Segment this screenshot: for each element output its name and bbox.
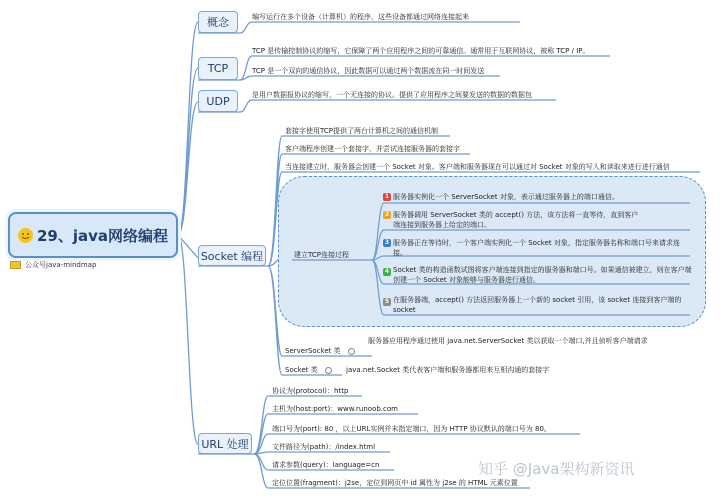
connect-step: 服务器正在等待时，一个客户端实例化一个 Socket 对象，指定服务器名称和端口号来请求连接。 [393,239,680,257]
udp-item: 是用户数据报协议的缩写，一个无连接的协议。提供了应用程序之间要发送的数据的数据包 [252,91,532,99]
step-badge-1: 1 [384,193,390,200]
topic-tcp[interactable] [198,57,238,80]
step-badge-4: 4 [384,268,390,275]
connect-step: 服务器实例化一个 ServerSocket 对象，表示通过服务器上的端口通信。 [393,193,619,201]
url-item: 文件路径为(path)：/index.html [272,443,376,451]
topic-udp-label: UDP [206,94,230,108]
socket-item: 当连接建立时，服务器会创建一个 Socket 对象。客户端和服务器现在可以通过对 Socket 对象的写入和读取来进行进行通信 [285,163,670,171]
tag-label: 公众号java-mindmap [25,261,97,269]
topic-url[interactable] [198,433,252,454]
connect-process-label: 建立TCP连接过程 [294,251,349,259]
collapse-icon[interactable] [325,367,332,374]
url-item: 协议为(protocol)：http [272,387,349,395]
url-item: 端口号为(port): 80 ，以上URL实例并未指定端口，因为 HTTP 协议默认的端口号为 80。 [272,425,551,433]
topic-tcp-label: TCP [207,62,229,75]
url-item: 请求参数(query)：language=cn [272,461,380,469]
step-badge-3: 3 [384,239,390,246]
root-title: 29、java网络编程 [36,226,169,245]
tag-icon [10,261,21,269]
tcp-item: TCP 是一个双向的通信协议，因此数据可以通过两个数据流在同一时间发送 [252,67,485,75]
collapse-icon[interactable] [348,348,355,355]
socketclass-text: java.net.Socket 类代表客户端和服务器都用来互相沟通的套接字 [346,366,550,374]
topic-udp[interactable] [198,90,238,112]
connect-step: 在服务器端，accept() 方法返回服务器上一个新的 socket 引用，该 socket 连接到客户端的 socket [393,296,682,314]
smile-icon [18,228,33,243]
socketclass-label: Socket 类 [285,366,318,374]
step-badge-5: 5 [384,298,390,305]
topic-socket[interactable] [198,245,266,266]
serversocket-text: 服务器应用程序通过使用 java.net.ServerSocket 类以获取一个端口,并且侦听客户端请求 [368,337,648,345]
topic-concept-label: 概念 [207,16,229,29]
serversocket-label: ServerSocket 类 [285,347,341,355]
step-badge-2: 2 [384,211,390,218]
url-item: 主机为(host:port)：www.runoob.com [272,405,398,413]
tcp-item: TCP 是传输控制协议的缩写，它保障了两个应用程序之间的可靠通信。通常用于互联网协议，被称 TCP / IP。 [252,47,590,55]
root-topic[interactable] [8,212,178,258]
connect-step: 服务器调用 ServerSocket 类的 accept() 方法，该方法将一直等待，直到客户端连接到服务器上给定的端口。 [393,211,639,229]
topic-url-label: URL 处理 [201,437,249,451]
connect-step: Socket 类的构造函数试图将客户端连接到指定的服务器和端口号。如果通信被建立，则在客户端创建一个 Socket 对象能够与服务器进行通信。 [393,266,692,284]
topic-concept[interactable] [198,11,238,33]
topic-socket-label: Socket 编程 [200,249,264,263]
socket-item: 客户端程序创建一个套接字，并尝试连接服务器的套接字 [285,145,460,153]
socket-item: 套接字使用TCP提供了两台计算机之间的通信机制 [285,127,438,135]
watermark: 知乎 @Java架构新资讯 [478,460,635,478]
concept-item: 编写运行在多个设备（计算机）的程序，这些设备都通过网络连接起来 [252,13,469,21]
root-tag [10,260,96,270]
url-item: 定位位置(fragment)：j2se，定位到网页中 id 属性为 j2se 的 HTML 元素位置 [272,479,518,487]
